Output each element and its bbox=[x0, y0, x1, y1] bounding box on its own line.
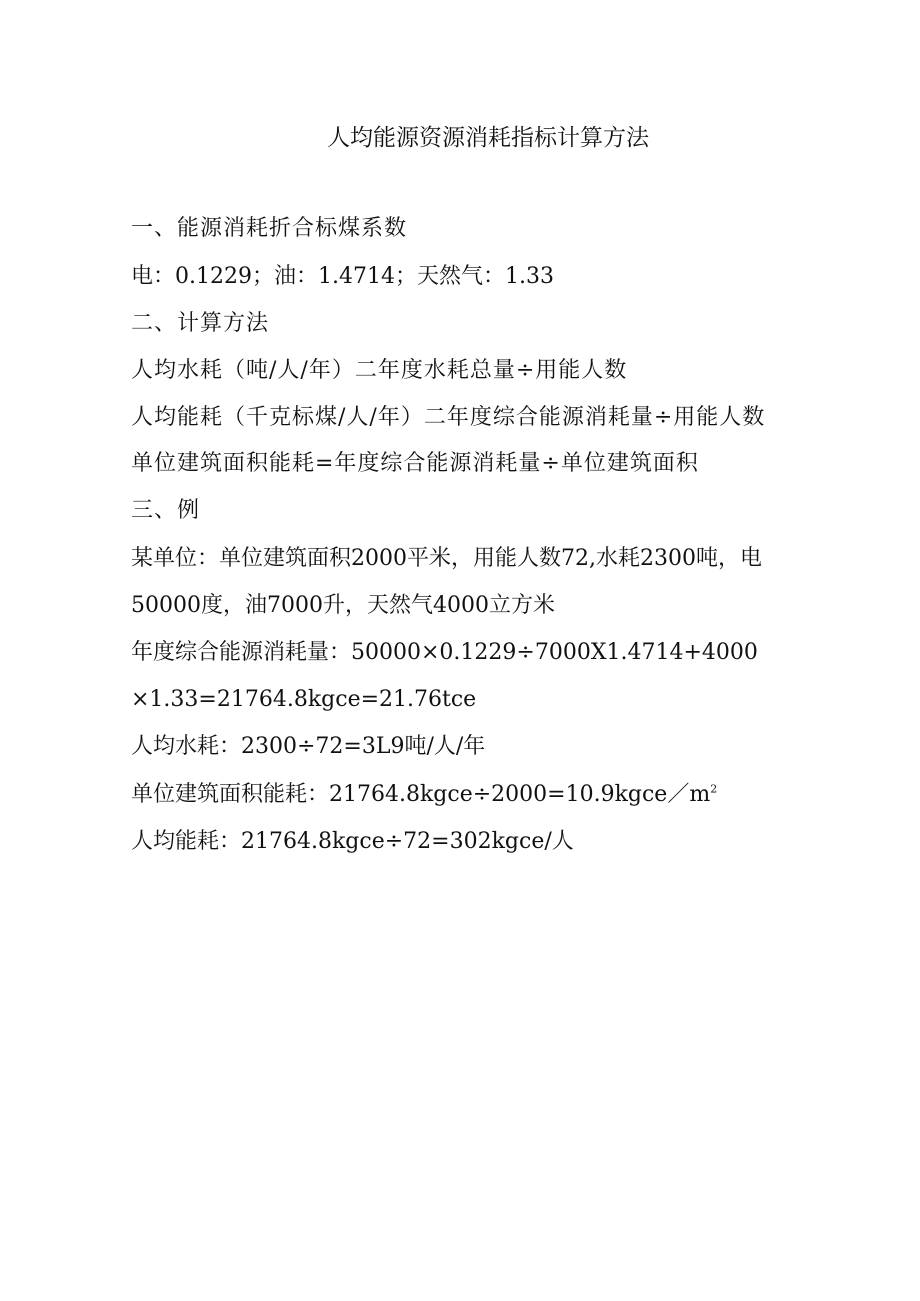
area-unit-superscript: 2 bbox=[710, 782, 718, 796]
formula-area: 单位建筑面积能耗=年度综合能源消耗量÷单位建筑面积 bbox=[131, 451, 699, 476]
calc-energy: 人均能耗：21764.8kgce÷72=302kgce/人 bbox=[131, 829, 574, 854]
calc-total-line-2: ×1.33=21764.8kgce=21.76tce bbox=[131, 687, 477, 712]
example-text-line-2: 50000度，油7000升，天然气4000立方米 bbox=[131, 593, 555, 618]
calc-area-text: 单位建筑面积能耗：21764.8kgce÷2000=10.9kgce／m bbox=[131, 782, 711, 807]
section-heading-method: 二、计算方法 bbox=[131, 311, 270, 336]
calc-area-line bbox=[131, 779, 717, 811]
coefficients-text: 电：0.1229；油：1.4714；天然气：1.33 bbox=[131, 264, 554, 289]
formula-water: 人均水耗（吨/人/年）二年度水耗总量÷用能人数 bbox=[131, 358, 628, 383]
calc-total-line-1: 年度综合能源消耗量：50000×0.1229÷7000X1.4714+4000 bbox=[131, 640, 758, 665]
formula-energy: 人均能耗（千克标煤/人/年）二年度综合能源消耗量÷用能人数 bbox=[131, 405, 766, 430]
calc-water: 人均水耗：2300÷72=3L9吨/人/年 bbox=[131, 734, 486, 759]
document-title: 人均能源资源消耗指标计算方法 bbox=[327, 125, 649, 151]
section-heading-coefficients: 一、能源消耗折合标煤系数 bbox=[131, 216, 408, 241]
section-heading-example: 三、例 bbox=[131, 498, 201, 523]
example-text-line-1: 某单位：单位建筑面积2000平米，用能人数72,水耗2300吨，电 bbox=[131, 546, 762, 571]
